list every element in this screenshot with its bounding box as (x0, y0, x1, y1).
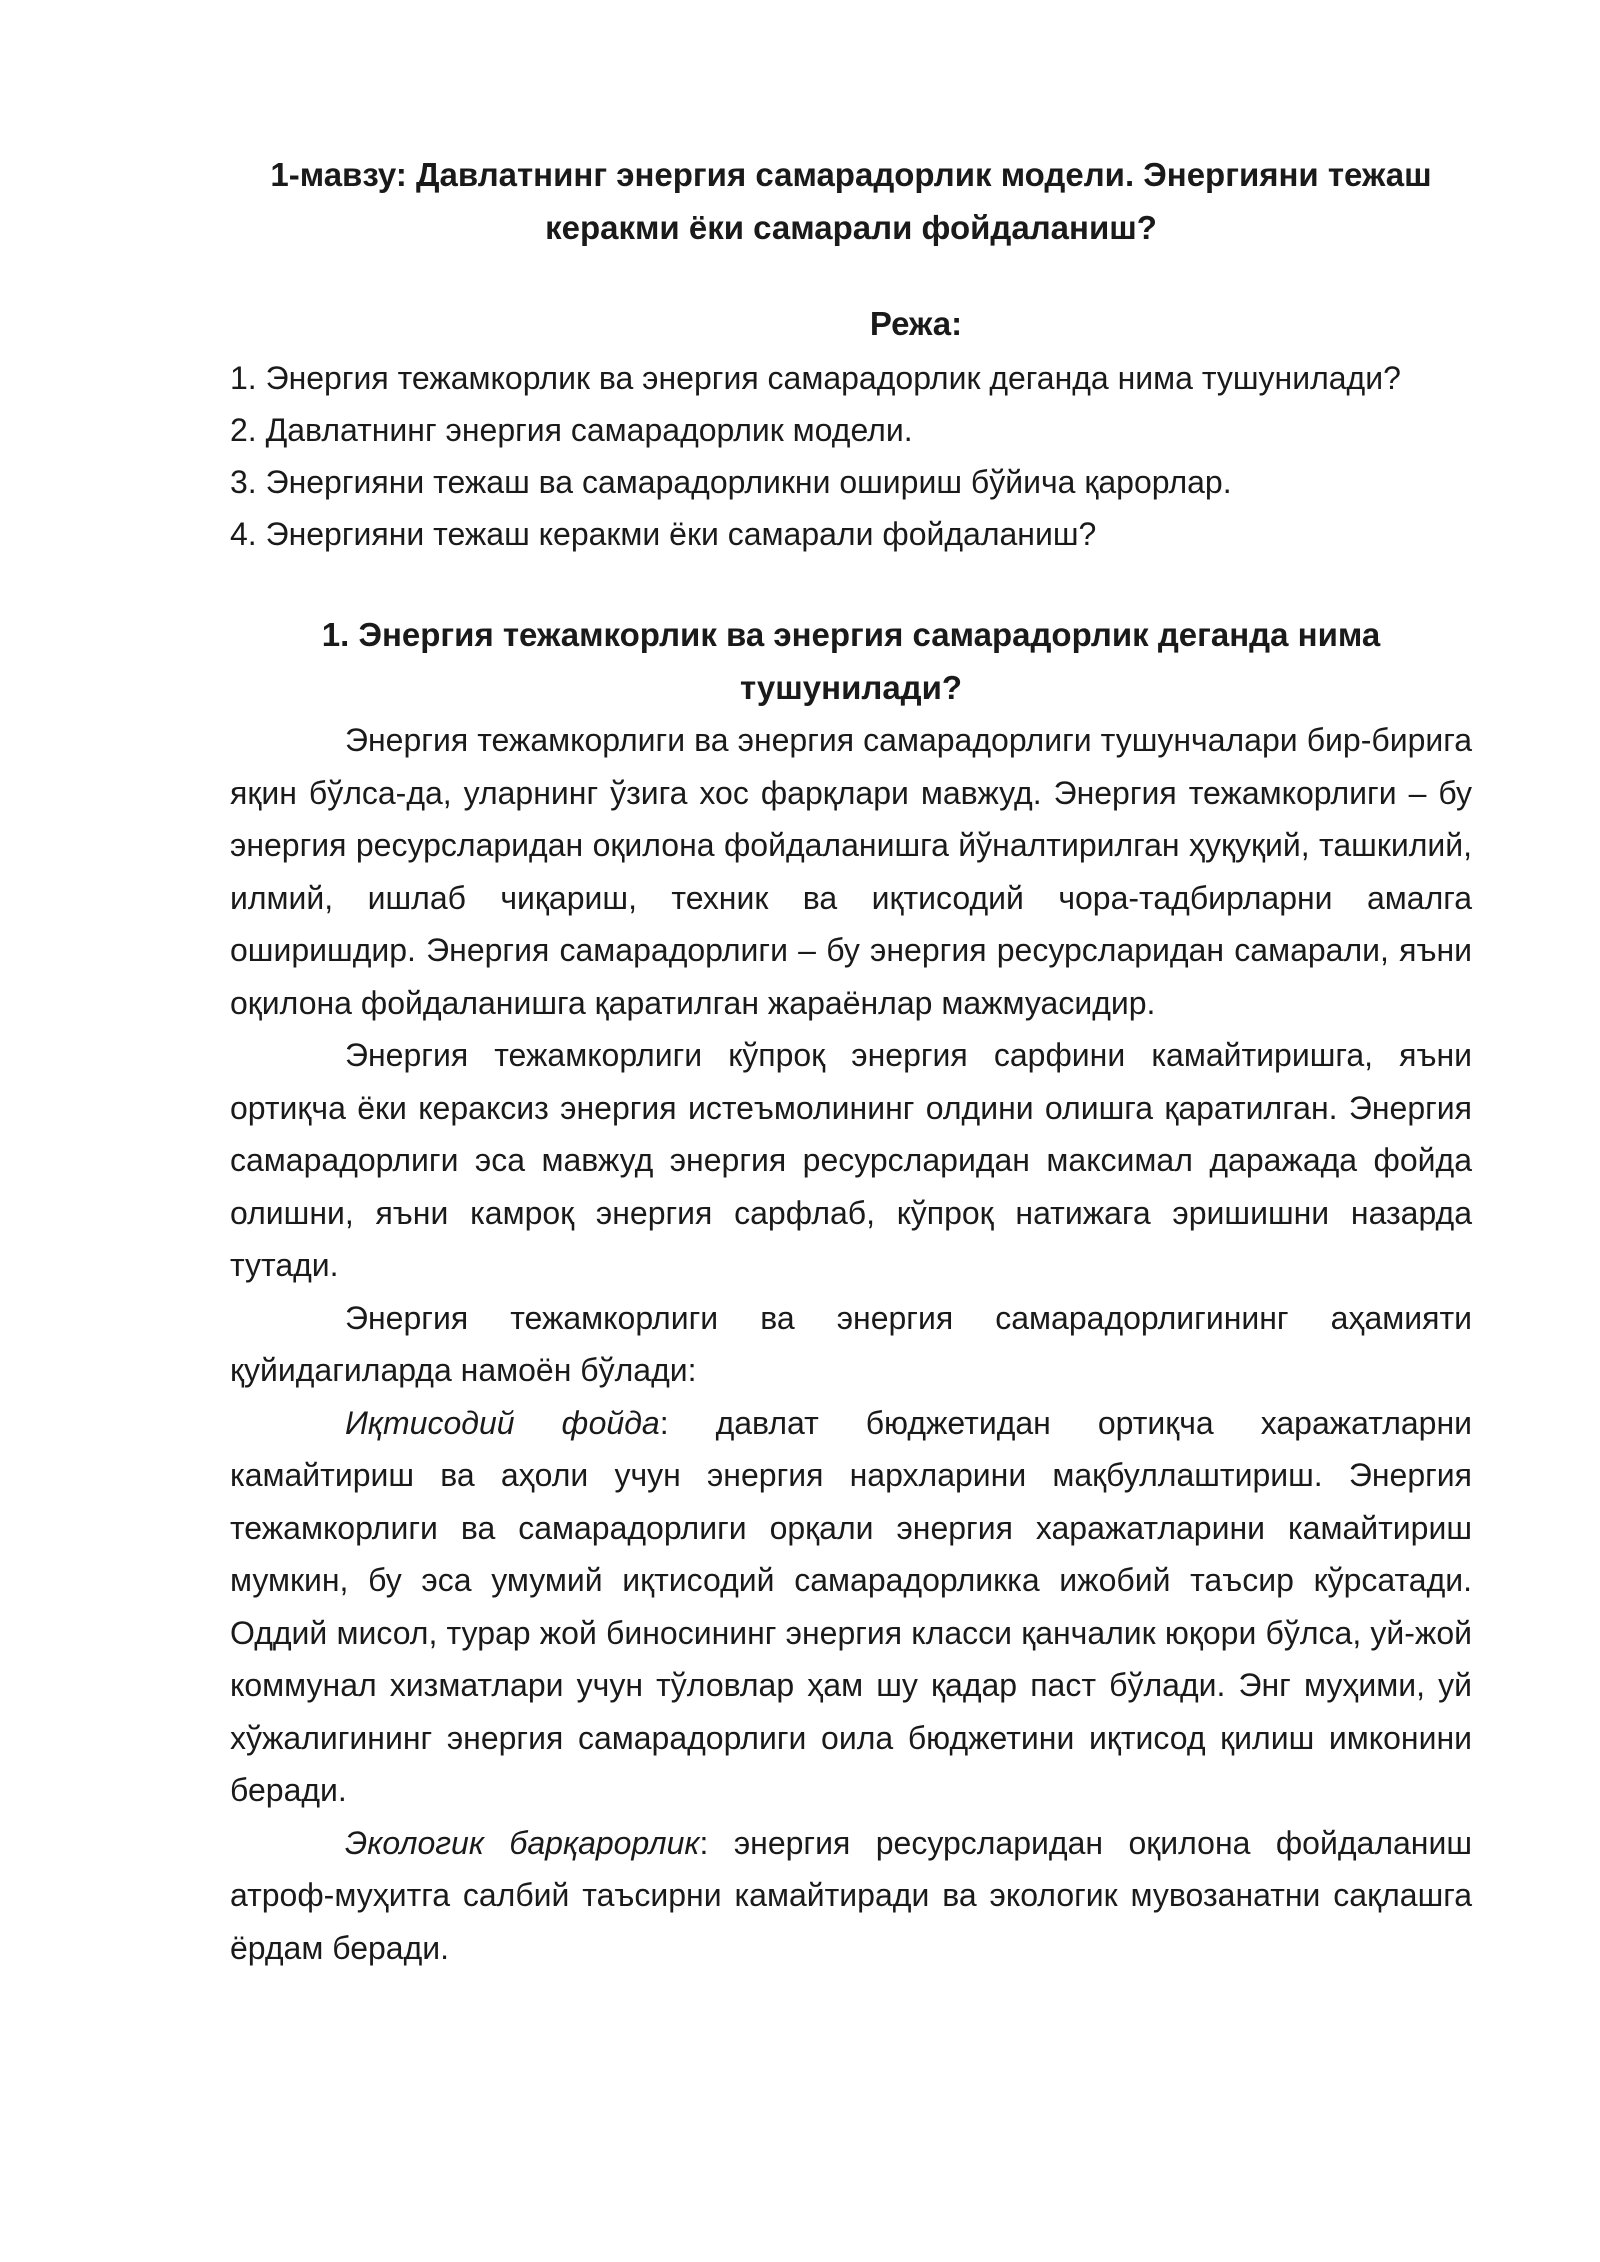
topic-title-line-1: 1-мавзу: Давлатнинг энергия самарадорлик модели. Энергияни тежаш (270, 156, 1432, 193)
plan-item-3: 3. Энергияни тежаш ва самарадорликни ошириш бўйича қарорлар. (230, 464, 1232, 500)
plan-item-2: 2. Давлатнинг энергия самарадорлик модели. (230, 412, 913, 448)
paragraph-ecological-sustainability (230, 1817, 1472, 1975)
section-1-heading-line-1: 1. Энергия тежамкорлик ва энергия самарадорлик деганда нима (321, 616, 1381, 653)
paragraph-importance-intro: Энергия тежамкорлиги ва энергия самарадорлигининг аҳамияти қуйидагиларда намоён бўлади: (230, 1299, 1472, 1388)
section-1-heading-line-2: тушунилади? (739, 669, 963, 706)
plan-heading: Режа: (869, 305, 963, 342)
plan-item-4: 4. Энергияни тежаш керакми ёки самарали фойдаланиш? (230, 516, 1097, 552)
ecological-sustainability-label: Экологик барқарорлик (345, 1824, 700, 1861)
economic-benefit-text: : давлат бюджетидан ортиқча харажатларни камайтириш ва аҳоли учун энергия нархларини мақбуллаштириш. Энергия тежамкорлиги ва самарадорлиги орқали энергия харажатларини камайтириш мумкин, бу эса умумий иқтисодий самарадорликка ижобий таъсир кўрсатади. Оддий мисол, турар жой биносининг энергия класси қанчалик юқори бўлса, уй-жой коммунал хизматлари учун тўловлар ҳам шу қадар паст бўлади. Энг муҳими, уй хўжалигининг энергия самарадорлиги оила бюджетини иқтисод қилиш имконини беради. (230, 1404, 1473, 1808)
paragraph-economic-benefit (230, 1397, 1472, 1817)
paragraph-definitions: Энергия тежамкорлиги ва энергия самарадорлиги тушунчалари бир-бирига яқин бўлса-да, уларнинг ўзига хос фарқлари мавжуд. Энергия тежамкорлиги – бу энергия ресурсларидан оқилона фойдаланишга йўналтирилган ҳуқуқий, ташкилий, илмий, ишлаб чиқариш, техник ва иқтисодий чора-тадбирларни амалга оширишдир. Энергия самарадорлиги – бу энергия ресурсларидан самарали, яъни оқилона фойдаланишга қаратилган жараёнлар мажмуасидир. (230, 722, 1472, 1021)
plan-item-1: 1. Энергия тежамкорлик ва энергия самарадорлик деганда нима тушунилади? (230, 360, 1401, 396)
economic-benefit-label: Иқтисодий фойда (345, 1404, 660, 1441)
plan-list (230, 352, 1472, 560)
topic-title (230, 148, 1472, 254)
section-1-heading (230, 608, 1472, 714)
ecological-sustainability-text: : энергия ресурсларидан оқилона фойдаланиш атроф-муҳитга салбий таъсирни камайтиради ва экологик мувозанатни сақлашга ёрдам беради. (230, 1824, 1473, 1966)
topic-title-line-2: керакми ёки самарали фойдаланиш? (545, 209, 1157, 246)
paragraph-differences: Энергия тежамкорлиги кўпроқ энергия сарфини камайтиришга, яъни ортиқча ёки кераксиз энергия истеъмолининг олдини олишга қаратилган. Энергия самарадорлиги эса мавжуд энергия ресурсларидан максимал даражада фойда олишни, яъни камроқ энергия сарфлаб, кўпроқ натижага эришишни назарда тутади. (230, 1037, 1472, 1283)
